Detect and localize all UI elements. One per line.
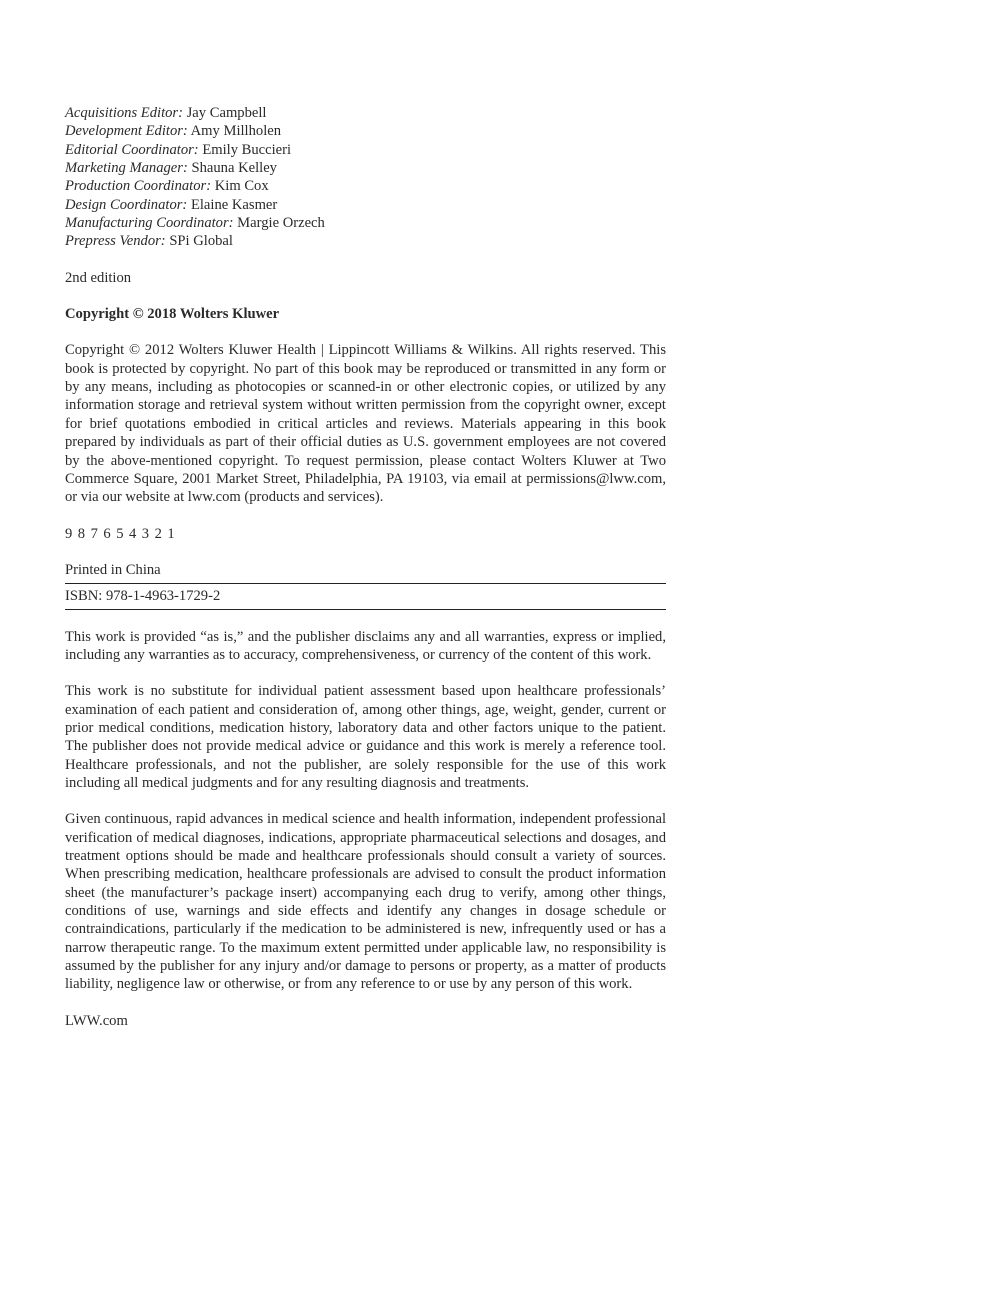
isbn-box	[65, 583, 666, 609]
credit-role: Acquisitions Editor:	[65, 105, 183, 121]
credit-name: Elaine Kasmer	[190, 196, 278, 213]
printing-number: 2	[154, 525, 162, 542]
credit-role: Prepress Vendor:	[65, 233, 166, 250]
credits-list	[65, 104, 666, 251]
printing-number: 9	[65, 525, 73, 542]
credit-name: Shauna Kelley	[191, 160, 277, 177]
credit-line	[65, 214, 666, 232]
copyright-notice: Copyright © 2012 Wolters Kluwer Health | Lippincott Williams & Wilkins. All rights reserved. This book is protected by copyright. No part of this book may be reproduced or transmitted in any form or by any means, including as photocopies or scanned-in or other electronic copies, or utilized by any information storage and retrieval system without written permission from the copyright owner, except for brief quotations embodied in critical articles and reviews. Materials appearing in this book prepared by individuals as part of their official duties as U.S. government employees are not covered by the above-mentioned copyright. To request permission, please contact Wolters Kluwer at Two Commerce Square, 2001 Market Street, Philadelphia, PA 19103, via email at permissions@lww.com, or via our website at lww.com (products and services).	[65, 342, 666, 506]
copyright-page	[65, 104, 666, 1030]
credit-name: Jay Campbell	[186, 105, 267, 121]
printing-number: 6	[103, 525, 111, 542]
credit-role: Manufacturing Coordinator:	[65, 215, 234, 232]
printing-number: 8	[77, 525, 86, 542]
credit-line	[65, 159, 666, 177]
credit-line	[65, 104, 666, 122]
disclaimer-paragraph: Given continuous, rapid advances in medical science and health information, independent professional verification of medical diagnoses, indications, appropriate pharmaceutical selections and dosages, and treatment options should be made and healthcare professionals should consult a variety of sources. When prescribing medication, healthcare professionals are advised to consult the product information sheet (the manufacturer’s package insert) accompanying each drug to verify, among other things, conditions of use, warnings and side effects and identify any changes in dosage schedule or contraindications, particularly if the medication to be administered is new, infrequently used or has a narrow therapeutic range. To the maximum extent permitted under applicable law, no responsibility is assumed by the publisher for any injury and/or damage to persons or property, as a matter of products liability, negligence law or otherwise, or from any reference to or use by any person of this work.	[65, 811, 666, 993]
credit-name: SPi Global	[169, 233, 233, 250]
credit-role: Marketing Manager:	[65, 160, 188, 177]
credit-name: Margie Orzech	[237, 215, 325, 232]
printing-number: 1	[167, 525, 175, 542]
isbn-number: ISBN: 978-1-4963-1729-2	[65, 588, 221, 605]
disclaimer-paragraph: This work is provided “as is,” and the publisher disclaims any and all warranties, express or implied, including any warranties as to accuracy, comprehensiveness, or currency of the content of this work.	[65, 628, 666, 663]
copyright-heading: Copyright © 2018 Wolters Kluwer	[65, 306, 280, 323]
credit-name: Amy Millholen	[190, 123, 282, 140]
printed-in-label: Printed in China	[65, 561, 161, 578]
credit-role: Editorial Coordinator:	[65, 141, 199, 158]
credit-role: Production Coordinator:	[65, 178, 212, 195]
website-label: LWW.com	[65, 1012, 128, 1029]
credit-role: Development Editor:	[65, 123, 188, 140]
credit-line	[65, 177, 666, 195]
credit-role: Design Coordinator:	[65, 196, 188, 213]
printing-number: 3	[141, 525, 150, 542]
credit-line	[65, 196, 666, 214]
edition-label: 2nd edition	[65, 269, 132, 286]
credit-line	[65, 232, 666, 250]
printing-number: 4	[128, 525, 137, 542]
credit-line	[65, 122, 666, 140]
printing-number: 5	[116, 525, 124, 542]
printing-number: 7	[90, 525, 98, 542]
credit-line	[65, 141, 666, 159]
credit-name: Kim Cox	[214, 178, 269, 195]
printing-number-line	[65, 525, 666, 543]
credit-name: Emily Buccieri	[202, 141, 292, 158]
disclaimer-paragraph: This work is no substitute for individual patient assessment based upon healthcare professionals’ examination of each patient and consideration of, among other things, age, weight, gender, current or prior medical conditions, medication history, laboratory data and other factors unique to the patient. The publisher does not provide medical advice or guidance and this work is merely a reference tool. Healthcare professionals, and not the publisher, are solely responsible for the use of this work including all medical judgments and for any resulting diagnosis and treatments.	[65, 683, 666, 791]
